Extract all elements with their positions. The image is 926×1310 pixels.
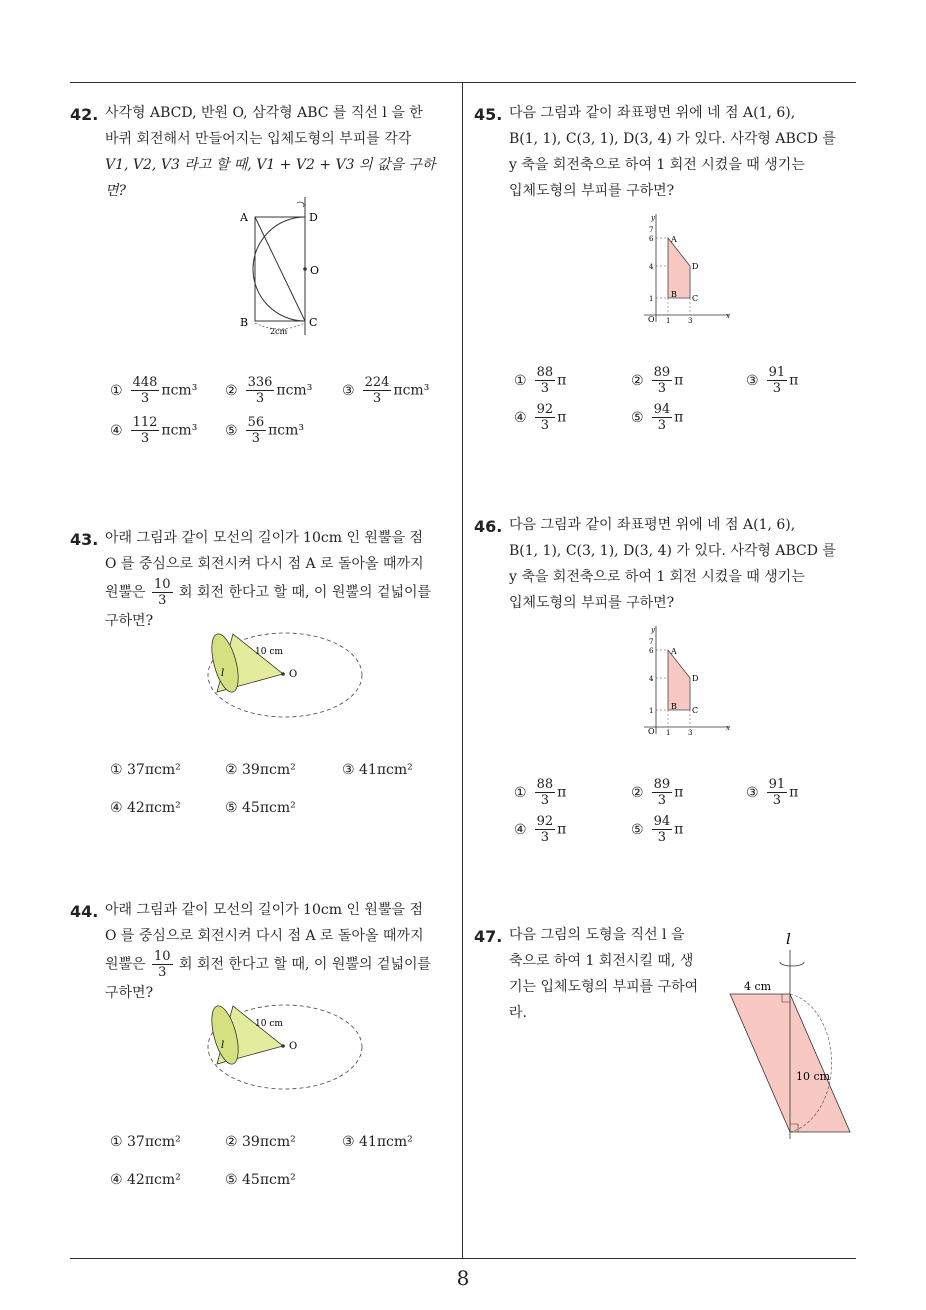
- tick-label: 6: [649, 647, 654, 655]
- problem-number: 46.: [474, 517, 503, 536]
- point-label-d: D: [692, 262, 699, 271]
- problem-44: [70, 897, 455, 1197]
- option-3[interactable]: ③ $\frac{224}{3}$ πcm³: [342, 375, 430, 406]
- vertex-label-a: A: [240, 211, 248, 224]
- option-3[interactable]: ③ 41πcm²: [342, 762, 413, 778]
- length-label: 2cm: [270, 327, 288, 335]
- point-label-b: B: [671, 290, 677, 299]
- height-length-label: 10 cm: [796, 1070, 831, 1083]
- y-axis-label: y: [651, 214, 655, 222]
- label-l: l: [221, 1040, 225, 1051]
- text-line: 원뿔은 $\frac{10}{3}$ 회 회전 한다고 할 때, 이 원뿔의 겉넓이를: [105, 577, 432, 608]
- origin-label: O: [648, 727, 655, 736]
- problem-text: [105, 897, 455, 1006]
- vertex-label-b: B: [240, 316, 249, 329]
- coordinate-plane-figure: [642, 212, 732, 324]
- option-4[interactable]: ④ $\frac{92}{3}$ π: [514, 402, 567, 433]
- option-2[interactable]: ② $\frac{89}{3}$ π: [631, 777, 684, 808]
- rotation-arrow-icon: [780, 962, 804, 966]
- center-label-o: O: [310, 264, 320, 277]
- text-line: 아래 그림과 같이 모선의 길이가 10cm 인 원뿔을 점: [105, 530, 423, 546]
- text-line: O 를 중심으로 회전시켜 다시 점 A 로 돌아올 때까지: [105, 556, 424, 572]
- slant-length-label: 10 cm: [255, 1019, 283, 1029]
- text-line: y 축을 회전축으로 하여 1 회전 시켰을 때 생기는: [509, 569, 805, 585]
- tick-label: 4: [649, 675, 654, 683]
- option-5[interactable]: ⑤ $\frac{94}{3}$ π: [631, 814, 684, 845]
- tick-label: 3: [688, 729, 693, 736]
- point-label-a: A: [671, 235, 677, 244]
- text-line: 축으로 하여 1 회전시킬 때, 생: [509, 953, 694, 969]
- text-line: 원뿔은 $\frac{10}{3}$ 회 회전 한다고 할 때, 이 원뿔의 겉넓이를: [105, 949, 432, 980]
- text-line: B(1, 1), C(3, 1), D(3, 4) 가 있다. 사각형 ABCD 를: [509, 543, 836, 559]
- text-line: V1, V2, V3 라고 할 때, V1 + V2 + V3 의 값을 구하면?: [105, 157, 436, 199]
- text-line: 아래 그림과 같이 모선의 길이가 10cm 인 원뿔을 점: [105, 902, 423, 918]
- point-label-a: A: [671, 647, 677, 656]
- problem-47: [474, 922, 859, 1142]
- text-line: 라.: [509, 1005, 527, 1021]
- option-2[interactable]: ② $\frac{336}{3}$ πcm³: [225, 375, 313, 406]
- problem-number: 45.: [474, 105, 503, 124]
- option-5[interactable]: ⑤ $\frac{56}{3}$ πcm³: [225, 415, 305, 446]
- option-3[interactable]: ③ $\frac{91}{3}$ π: [746, 365, 799, 396]
- text-line: 구하면?: [105, 985, 154, 1001]
- text-line: 입체도형의 부피를 구하면?: [509, 183, 675, 199]
- tick-label: 7: [649, 226, 654, 234]
- option-5[interactable]: ⑤ 45πcm²: [225, 800, 296, 816]
- top-length-label: 4 cm: [744, 980, 772, 993]
- tick-label: 7: [649, 638, 654, 646]
- rotation-arrow-icon: [297, 202, 304, 207]
- text-line: y 축을 회전축으로 하여 1 회전 시켰을 때 생기는: [509, 157, 805, 173]
- option-1[interactable]: ① 37πcm²: [110, 762, 181, 778]
- problem-42: [70, 100, 455, 460]
- problem-text: [509, 100, 859, 204]
- option-1[interactable]: ① $\frac{88}{3}$ π: [514, 777, 567, 808]
- point-label-c: C: [692, 294, 699, 303]
- problem-text: [105, 100, 455, 204]
- option-1[interactable]: ① $\frac{448}{3}$ πcm³: [110, 375, 198, 406]
- option-2[interactable]: ② 39πcm²: [225, 762, 296, 778]
- text-line: 기는 입체도형의 부피를 구하여: [509, 979, 699, 995]
- option-1[interactable]: ① $\frac{88}{3}$ π: [514, 365, 567, 396]
- point-label-b: B: [671, 702, 677, 711]
- problem-46: [474, 512, 859, 862]
- vertex-label-d: D: [309, 211, 318, 224]
- page-number: 8: [456, 1266, 470, 1290]
- option-4[interactable]: ④ $\frac{92}{3}$ π: [514, 814, 567, 845]
- vertex-label-c: C: [309, 316, 318, 329]
- option-4[interactable]: ④ $\frac{112}{3}$ πcm³: [110, 415, 198, 446]
- option-4[interactable]: ④ 42πcm²: [110, 800, 181, 816]
- tick-label: 1: [649, 295, 654, 303]
- tick-label: 3: [688, 317, 693, 324]
- problem-number: 42.: [70, 105, 99, 124]
- problem-43: [70, 525, 455, 825]
- text-line: 다음 그림과 같이 좌표평면 위에 네 점 A(1, 6),: [509, 517, 796, 533]
- option-3[interactable]: ③ 41πcm²: [342, 1134, 413, 1150]
- option-4[interactable]: ④ 42πcm²: [110, 1172, 181, 1188]
- tick-label: 6: [649, 235, 654, 243]
- text-line: 바퀴 회전해서 만들어지는 입체도형의 부피를 각각: [105, 131, 412, 147]
- problem-45: [474, 100, 859, 450]
- tick-label: 4: [649, 263, 654, 271]
- option-2[interactable]: ② $\frac{89}{3}$ π: [631, 365, 684, 396]
- top-rule: [70, 82, 856, 83]
- text-line: O 를 중심으로 회전시켜 다시 점 A 로 돌아올 때까지: [105, 928, 424, 944]
- option-1[interactable]: ① 37πcm²: [110, 1134, 181, 1150]
- problem-number: 43.: [70, 530, 99, 549]
- point-label-d: D: [692, 674, 699, 683]
- option-5[interactable]: ⑤ $\frac{94}{3}$ π: [631, 402, 684, 433]
- y-axis-label: y: [651, 626, 655, 634]
- text-line: 구하면?: [105, 613, 154, 629]
- option-2[interactable]: ② 39πcm²: [225, 1134, 296, 1150]
- text-line: B(1, 1), C(3, 1), D(3, 4) 가 있다. 사각형 ABCD 를: [509, 131, 836, 147]
- x-axis-label: x: [726, 312, 730, 320]
- option-3[interactable]: ③ $\frac{91}{3}$ π: [746, 777, 799, 808]
- problem-number: 44.: [70, 902, 99, 921]
- axis-label-l: l: [786, 930, 791, 948]
- center-label-o: O: [289, 669, 298, 680]
- point-label-c: C: [692, 706, 699, 715]
- coordinate-plane-figure: [642, 624, 732, 736]
- bottom-rule: [70, 1258, 856, 1259]
- tick-label: 1: [649, 707, 654, 715]
- slant-length-label: 10 cm: [255, 647, 283, 657]
- origin-label: O: [648, 315, 655, 324]
- text-line: 사각형 ABCD, 반원 O, 삼각형 ABC 를 직선 l 을 한: [105, 105, 423, 121]
- column-divider: [462, 83, 463, 1258]
- label-l: l: [221, 668, 225, 679]
- rectangle-semicircle-figure: [230, 195, 340, 335]
- x-axis-label: x: [726, 724, 730, 732]
- text-line: 입체도형의 부피를 구하면?: [509, 595, 675, 611]
- problem-text: [509, 922, 719, 1026]
- parallelogram-figure: [724, 924, 859, 1144]
- problem-text: [509, 512, 859, 616]
- tick-label: 1: [666, 729, 671, 736]
- center-label-o: O: [289, 1041, 298, 1052]
- rolling-cone-figure: [205, 1002, 365, 1092]
- problem-text: [105, 525, 455, 634]
- rolling-cone-figure: [205, 630, 365, 720]
- problem-number: 47.: [474, 927, 503, 946]
- tick-label: 1: [666, 317, 671, 324]
- text-line: 다음 그림과 같이 좌표평면 위에 네 점 A(1, 6),: [509, 105, 796, 121]
- option-5[interactable]: ⑤ 45πcm²: [225, 1172, 296, 1188]
- text-line: 다음 그림의 도형을 직선 l 을: [509, 927, 685, 943]
